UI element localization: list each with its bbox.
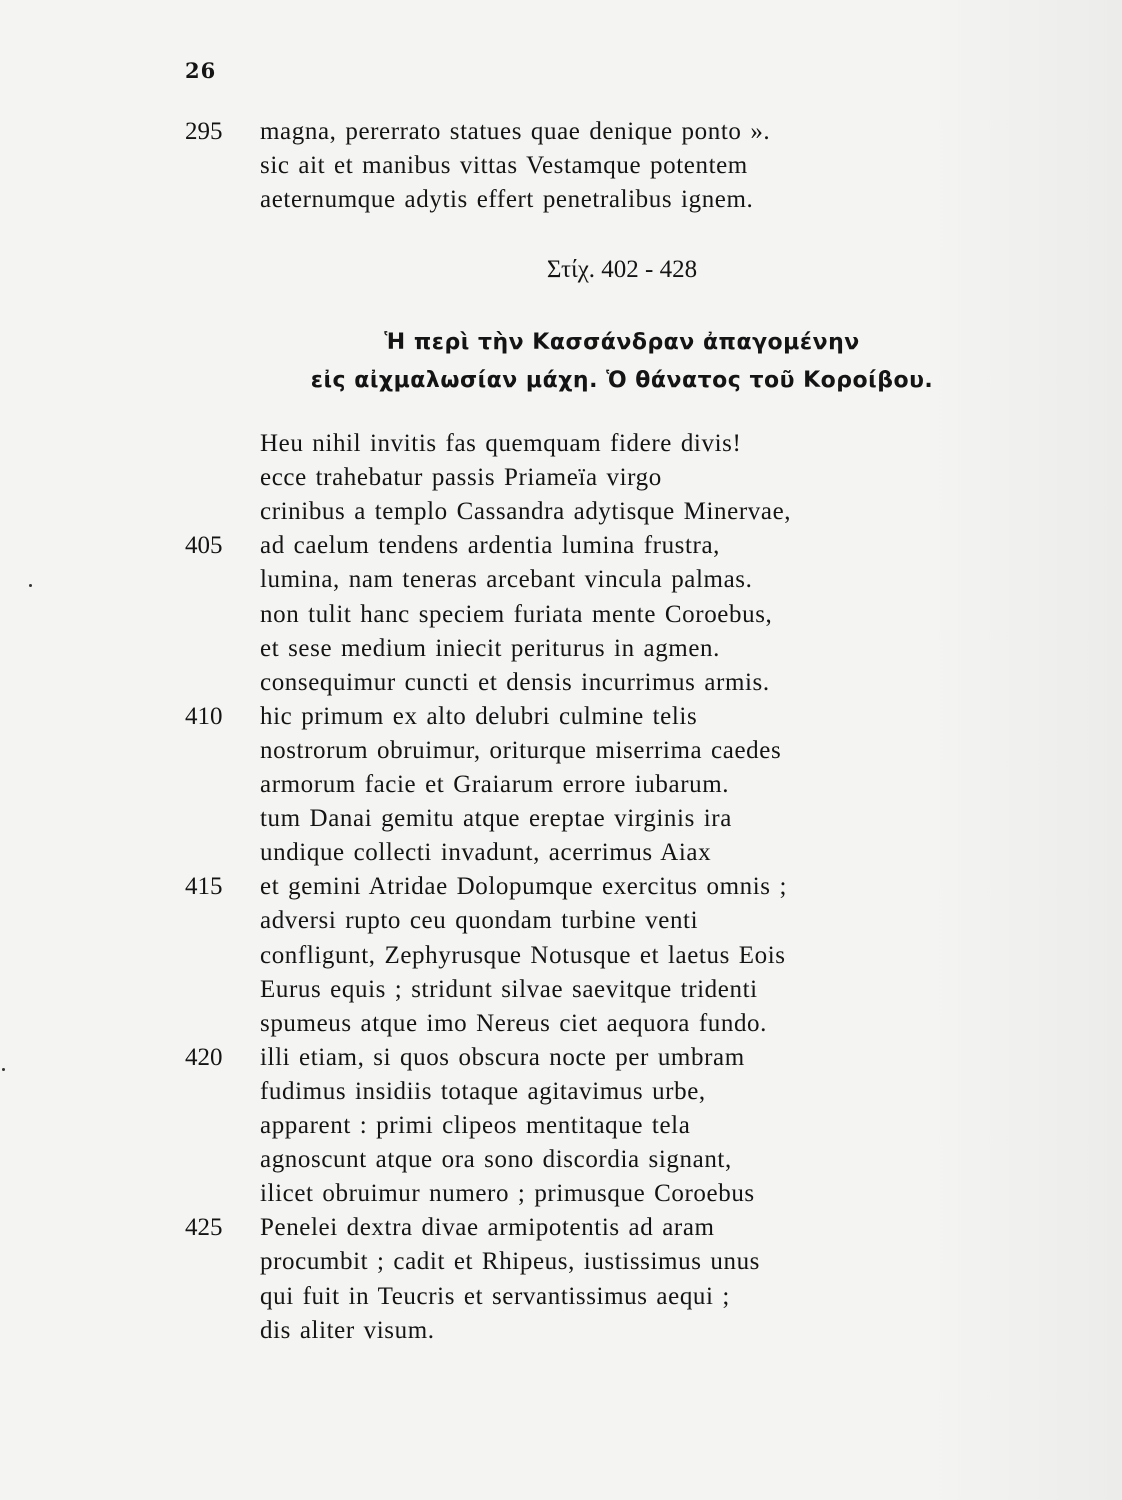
verse-line: [0, 836, 1122, 870]
verse-line: [0, 734, 1122, 768]
greek-heading-line-1: Ἡ περὶ τὴν Κασσάνδραν ἀπαγομένην: [384, 330, 860, 355]
page-number: 26: [185, 58, 217, 83]
verse-text: lumina, nam teneras arcebant vincula palmas.: [260, 566, 753, 593]
verse-line: [0, 1075, 1122, 1109]
verse-text: aeternumque adytis effert penetralibus ignem.: [260, 186, 754, 213]
verse-line: [0, 1177, 1122, 1211]
verse-line: [0, 1007, 1122, 1041]
verse-text: undique collecti invadunt, acerrimus Aiax: [260, 839, 712, 866]
verse-text: Penelei dextra divae armipotentis ad aram: [260, 1214, 715, 1241]
line-number: 415: [185, 873, 223, 900]
line-number: 410: [185, 703, 223, 730]
verse-line: [0, 870, 1122, 904]
verse-text: tum Danai gemitu atque ereptae virginis ira: [260, 805, 732, 832]
line-number: 405: [185, 532, 223, 559]
verse-line: [0, 183, 1122, 217]
verse-text: armorum facie et Graiarum errore iubarum.: [260, 771, 730, 798]
verse-text: confligunt, Zephyrusque Notusque et laetus Eois: [260, 942, 786, 969]
verse-text: procumbit ; cadit et Rhipeus, iustissimus unus: [260, 1248, 760, 1275]
verse-text: non tulit hanc speciem furiata mente Coroebus,: [260, 601, 773, 628]
verse-text: adversi rupto ceu quondam turbine venti: [260, 907, 699, 934]
verse-text: consequimur cuncti et densis incurrimus armis.: [260, 669, 770, 696]
verse-line: [0, 529, 1122, 563]
verse-line: [0, 1109, 1122, 1143]
verse-text: dis aliter visum.: [260, 1317, 435, 1344]
verse-text: Eurus equis ; stridunt silvae saevitque tridenti: [260, 976, 758, 1003]
verse-text: et sese medium iniecit periturus in agmen.: [260, 635, 721, 662]
line-number: 295: [185, 118, 223, 145]
verse-text: ad caelum tendens ardentia lumina frustra,: [260, 532, 721, 559]
verse-line: [0, 1143, 1122, 1177]
verse-line: [0, 768, 1122, 802]
greek-heading-line-2: εἰς αἰχμαλωσίαν μάχη. Ὁ θάνατος τοῦ Κοροίβου.: [310, 368, 934, 393]
verse-text: spumeus atque imo Nereus ciet aequora fundo.: [260, 1010, 768, 1037]
print-speck: [2, 1068, 5, 1071]
verse-text: ilicet obruimur numero ; primusque Coroebus: [260, 1180, 755, 1207]
verse-line: [0, 700, 1122, 734]
verse-text: et gemini Atridae Dolopumque exercitus omnis ;: [260, 873, 788, 900]
verse-text: hic primum ex alto delubri culmine telis: [260, 703, 698, 730]
verse-line: [0, 904, 1122, 938]
verse-line: [0, 563, 1122, 597]
verse-line: [0, 1041, 1122, 1075]
verse-line: [0, 598, 1122, 632]
verse-line: [0, 461, 1122, 495]
section-reference: Στίχ. 402 - 428: [546, 256, 698, 283]
verse-text: crinibus a templo Cassandra adytisque Minervae,: [260, 498, 792, 525]
verse-text: Heu nihil invitis fas quemquam fidere divis!: [260, 430, 742, 457]
verse-text: ecce trahebatur passis Priameïa virgo: [260, 464, 662, 491]
verse-text: nostrorum obruimur, oriturque miserrima caedes: [260, 737, 782, 764]
verse-line: [0, 427, 1122, 461]
verse-line: [0, 1314, 1122, 1348]
verse-line: [0, 115, 1122, 149]
verse-text: sic ait et manibus vittas Vestamque potentem: [260, 152, 748, 179]
verse-line: [0, 939, 1122, 973]
verse-line: [0, 1211, 1122, 1245]
print-speck: [29, 584, 32, 587]
line-number: 420: [185, 1044, 223, 1071]
verse-line: [0, 1280, 1122, 1314]
verse-text: agnoscunt atque ora sono discordia signant,: [260, 1146, 732, 1173]
verse-line: [0, 495, 1122, 529]
verse-line: [0, 666, 1122, 700]
verse-line: [0, 1245, 1122, 1279]
verse-text: fudimus insidiis totaque agitavimus urbe,: [260, 1078, 706, 1105]
verse-line: [0, 802, 1122, 836]
verse-text: apparent : primi clipeos mentitaque tela: [260, 1112, 691, 1139]
verse-line: [0, 632, 1122, 666]
verse-text: magna, pererrato statues quae denique ponto ».: [260, 118, 771, 145]
verse-text: illi etiam, si quos obscura nocte per umbram: [260, 1044, 745, 1071]
verse-text: qui fuit in Teucris et servantissimus aequi ;: [260, 1283, 730, 1310]
verse-line: [0, 149, 1122, 183]
line-number: 425: [185, 1214, 223, 1241]
verse-line: [0, 973, 1122, 1007]
